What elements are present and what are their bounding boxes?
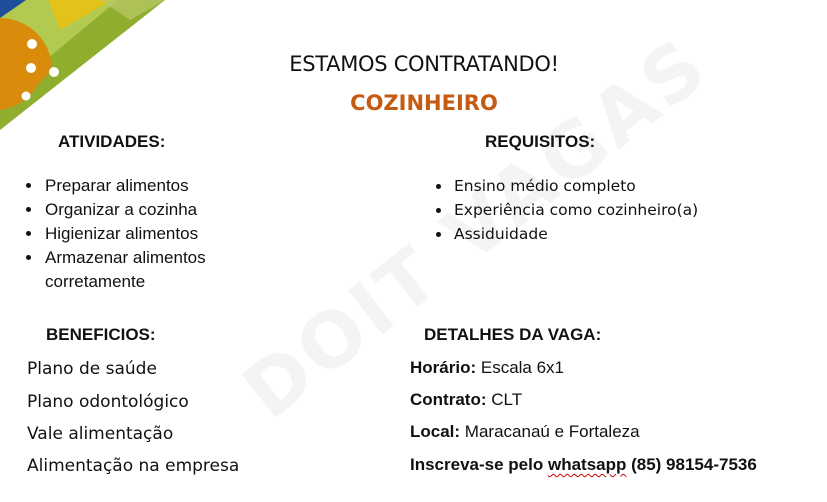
requirements-heading: REQUISITOS: [485,132,596,151]
list-item: • Armazenar alimentos corretamente [43,246,303,294]
list-item: • Assiduidade [452,222,792,246]
location-label: Local: [410,422,461,441]
contract-label: Contrato: [410,390,487,409]
schedule-label: Horário: [410,358,477,377]
contract-detail [410,390,522,410]
schedule-detail [410,358,564,378]
benefit-item: Plano de saúde [27,359,157,379]
activities-list [25,174,303,294]
list-item: • Higienizar alimentos [43,222,303,246]
apply-phone: (85) 98154-7536 [626,455,757,474]
list-item: • Organizar a cozinha [43,198,303,222]
location-value: Maracanaú e Fortaleza [464,422,640,441]
apply-prefix: Inscreva-se pelo [410,455,548,474]
apply-contact [410,455,757,475]
job-position-title: COZINHEIRO [350,91,498,115]
apply-channel: whatsapp [547,455,627,474]
location-detail [410,422,640,442]
list-item: • Preparar alimentos [43,174,303,198]
activities-heading: ATIVIDADES: [58,132,166,151]
schedule-value: Escala 6x1 [480,358,565,377]
requirements-list [434,174,792,246]
page-title: ESTAMOS CONTRATANDO! [289,52,559,76]
contract-value: CLT [491,390,523,409]
job-details-heading: DETALHES DA VAGA: [424,325,602,344]
benefit-item: Vale alimentação [27,424,174,444]
benefit-item: Alimentação na empresa [27,456,240,476]
list-item: • Ensino médio completo [452,174,792,198]
benefits-heading: BENEFICIOS: [46,325,156,344]
list-item: • Experiência como cozinheiro(a) [452,198,792,222]
benefit-item: Plano odontológico [27,392,189,412]
